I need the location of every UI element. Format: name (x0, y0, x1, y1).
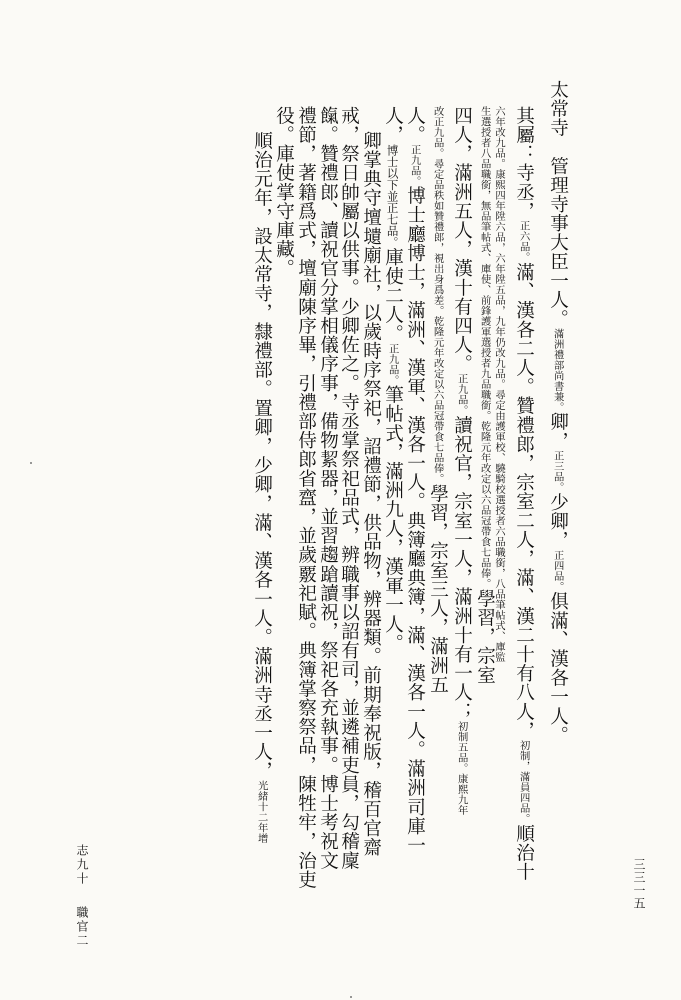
text-column (361, 131, 380, 857)
text-column (428, 106, 447, 694)
text-segment: 順治十 (513, 824, 535, 882)
text-column (452, 106, 471, 816)
text-segment: 俱滿、漢各一人。 (547, 591, 569, 745)
text-segment: 讀祝官，宗室一人，滿洲十有一人； (451, 415, 473, 722)
annotation-note: 正六品。 (517, 220, 530, 263)
paper-speck (350, 996, 352, 998)
text-segment: 卿掌典守壇壝廟社，以歲時序祭祀，詔禮節，供品物，辨器類。前期奉祝版，稽百官齋 (360, 131, 382, 857)
text-segment: 學習，宗室三人，滿洲五 (427, 484, 449, 695)
text-segment: 戒，祭日帥屬以供事。少卿佐之。寺丞掌祭祀品式，辨職事以詔有司，並遴補吏員，勾稽廩 (338, 106, 360, 870)
text-column (339, 106, 358, 870)
text-column (405, 106, 424, 855)
text-segment: 太常寺 管理寺事大臣一人。 (547, 80, 569, 329)
text-segment: 少卿， (547, 492, 569, 550)
annotation-note: 正九品。 (408, 144, 421, 187)
text-column (548, 80, 567, 745)
text-segment: 人。 (404, 106, 426, 145)
page-number: 三三一五 (632, 858, 646, 910)
paper-speck (30, 462, 32, 464)
text-column (514, 106, 533, 881)
text-segment: 博士廳博士，滿洲、漢軍、漢各一人。典簿廳典簿，滿、漢各一人。滿洲司庫一 (404, 186, 426, 855)
text-column (296, 106, 315, 889)
annotation-note: 光緒十二年增 (255, 780, 268, 844)
annotation-note: 初制，滿員四品。 (517, 740, 530, 825)
annotation-note: 初制五品。康熙九年 (455, 721, 468, 816)
volume-label: 志九十 (75, 844, 89, 886)
chapter-label: 職官二 (75, 906, 89, 948)
text-column (318, 106, 337, 870)
text-segment: 其屬：寺丞， (513, 106, 535, 221)
annotation-note: 六年改九品。康熙四年陞六品，六年陞五品，九年仍改九品。尋定由護軍校、驍騎校選授者六品職銜，八品筆帖式、庫監 (493, 106, 505, 663)
text-column (475, 106, 494, 685)
annotation-note: 正九品。 (386, 343, 399, 386)
text-segment: 禮節，著籍爲式，壇廟陳序畢，引禮部侍郎省齍，並歲覈祀賦。典簿掌察祭品，陳牲牢，治吏 (295, 106, 317, 890)
annotation-note: 滿洲禮部尚書兼。 (551, 328, 564, 413)
text-segment: 四人，滿洲五人，漢十有四人。 (451, 106, 473, 374)
annotation-note: 改正九品。尋定品秩如贊禮郎，視出身爲差。乾隆元年改定以六品冠帶食七品俸。 (431, 106, 444, 484)
text-column (383, 106, 402, 653)
text-column (252, 131, 271, 843)
text-segment: 庫使二人。 (382, 247, 404, 344)
text-segment: 役。庫使掌守庫藏。 (273, 106, 295, 278)
annotation-note: 博士以下並正七品。 (385, 144, 400, 248)
text-segment: 滿、漢各二人。贊禮郎，宗室二人，滿、漢二十有八人， (513, 262, 535, 741)
text-column (274, 106, 293, 278)
annotation-note: 正九品。 (455, 373, 468, 416)
annotation-note: 正四品。 (551, 549, 564, 592)
text-segment: 卿， (547, 412, 569, 451)
annotation-note: 生選授者八品職銜，無品筆帖式、庫使、前鋒護軍選授者九品職銜。乾隆元年改定以六品冠帶食七品俸。 (478, 106, 491, 589)
text-segment: 筆帖式，滿洲九人，漢軍一人。 (382, 385, 404, 653)
text-segment: 學習，宗室 (474, 589, 496, 685)
text-segment: 餼。贊禮郎、讀祝官分掌相儀序事，備物絜器，並習趨蹌讀祝，祭祀各充執事。博士考祝文 (317, 106, 339, 870)
annotation-note: 正三品。 (551, 450, 564, 493)
text-segment: 人， (382, 106, 404, 145)
text-segment: 順治元年，設太常寺，隸禮部。置卿，少卿，滿、漢各一人。滿洲寺丞一人， (251, 131, 273, 781)
